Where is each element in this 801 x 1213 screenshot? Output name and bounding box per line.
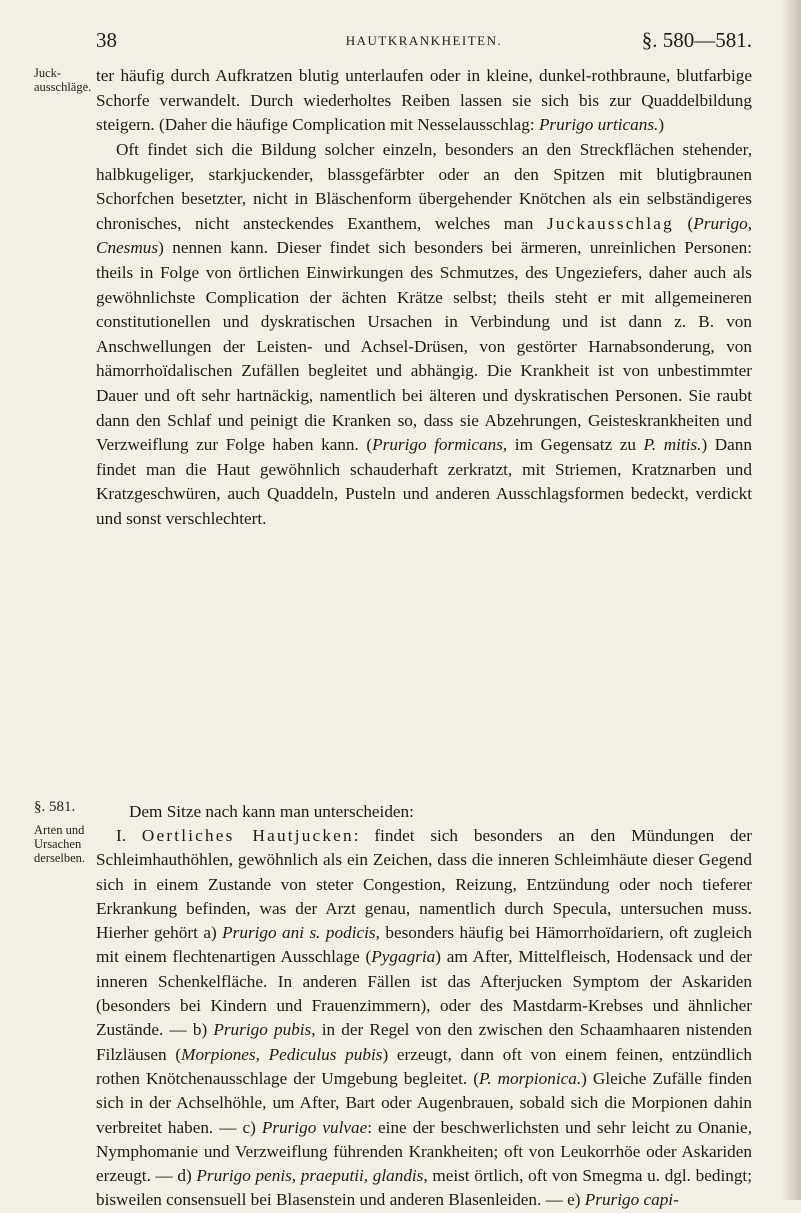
latin-term: Pygagria <box>371 947 436 967</box>
text-run: , besonders häufig bei Hämorrhoïdariern, oft zugleich mit einem flechtenartigen Ausschlage ( <box>96 923 753 967</box>
spaced-term: Oertliches Hautjucken <box>141 826 354 845</box>
text-run: Oft findet sich die Bildung solcher einzeln, besonders an den Streckflächen stehender, halbkugeliger, starkjuckender, blassgefärbter oder an den Spitzen mit blutigbraunen Schorfchen besetzter, nicht in Bläschenform übergehender Knötchen als ein selbständigeres chronisches, nicht ansteckendes Exanthem, welches man <box>96 140 752 233</box>
text-run: ( <box>673 213 694 233</box>
latin-term: Prurigo pubis <box>213 1020 312 1040</box>
paragraph-juckausschlag <box>96 138 752 532</box>
latin-term: Cnesmus <box>96 238 159 258</box>
text-run: ) nennen kann. Dieser findet sich besonders bei ärmeren, unreinlichen Personen: theils in Folge von örtlichen Einwirkungen des Schmutzes, des Ungeziefers, daher auch als gewöhnlichste Complication der ächten Krätze selbst; theils steht er mit allgemeineren constitutionellen und dyskratischen Ursachen in Verbindung und ist dann z. B. von Anschwellungen der Leisten- und Achsel-Drüsen, von gestörter Harnabsonderung, von hämorrhoïdalischen Zufällen begleitet und abhängig. Die Krankheit ist von unbestimmter Dauer und oft sehr hartnäckig, namentlich bei älteren und dyskratischen Personen. Sie raubt dann den Schlaf und peinigt die Kranken so, dass sie Abzehrungen, Geisteskrankheiten und Verzweiflung zur Folge haben kann. ( <box>96 238 752 455</box>
margin-section-number: §. 581. <box>34 799 76 815</box>
text-run: : findet sich besonders an den Mündungen der Schleimhauthöhlen, gewöhnlich als ein Zeichen, dass die inneren Schleimhäute dieser Gegend sich in einem Zustande von steter Congestion, Reizung, Entzündung oder noch tieferer Erkrankung befinden, was der Arzt genau, namentlich durch Specula, untersuchen muss. Hierher gehört a) <box>96 826 752 943</box>
latin-term: Prurigo ani s. podicis <box>222 923 376 943</box>
text-run: , in der Regel von den zwischen den Schaamhaaren nistenden Filzläusen ( <box>96 1020 752 1064</box>
spaced-term: Juckausschlag <box>547 213 674 233</box>
latin-term: Prurigo <box>693 213 748 233</box>
section-range: §. 580—581. <box>641 28 752 52</box>
latin-term: Prurigo formicans <box>372 435 503 455</box>
latin-term: P. morpionica. <box>478 1068 582 1088</box>
paragraph-oertliches-hautjucken <box>96 824 752 1213</box>
text-run: , im Gegensatz zu <box>502 435 644 455</box>
latin-term: Prurigo vulvae <box>261 1117 368 1137</box>
latin-term: Prurigo capi- <box>584 1190 679 1210</box>
page-number: 38 <box>96 28 117 52</box>
paragraph-section-581-intro: Dem Sitze nach kann man unterscheiden: <box>129 802 414 821</box>
text-run: ) am After, Mittelfleisch, Hodensack und der inneren Schenkelfläche. In anderen Fällen ist das Afterjucken Symptom der Askariden (besonders bei Kindern und Frauenzimmern), oder des Mastdarm-Krebses und ähnlicher Zustände. — b) <box>96 947 752 1040</box>
latin-term: Prurigo penis, praeputii, glandis <box>196 1166 424 1186</box>
margin-note-arten-ursachen: Arten und Ursachen derselben. <box>34 823 86 865</box>
page-edge <box>783 0 801 1200</box>
latin-term: P. mitis. <box>643 435 702 455</box>
text-run: ) Dann findet man die Haut gewöhnlich schauderhaft zerkratzt, mit Striemen, Kratznarben und Kratzgeschwüren, auch Quaddeln, Pusteln und anderen Ausschlagsformen bedeckt, verdickt und sonst verschlechtert. <box>96 435 752 528</box>
latin-term: Morpiones, Pediculus pubis <box>181 1044 383 1064</box>
text-run: ter häufig durch Aufkratzen blutig unterlaufen oder in kleine, dunkel-rothbraune, blutfarbige Schorfe verwandelt. Durch wiederholtes Reiben lassen sie sich bis zur Quaddelbildung steigern. (Daher die häufige Complication mit Nesselausschlag: <box>96 66 752 135</box>
text-run: ) Gleiche Zufälle finden sich in der Achselhöhle, um After, Bart oder Augenbrauen, sobald sich die Morpionen dahin verbreitet haben. — c) <box>96 1068 753 1137</box>
text-run: , meist örtlich, oft von Smegma u. dgl. bedingt; bisweilen consensuell bei Blasenstein und anderen Blasenleiden. — e) <box>96 1166 752 1210</box>
paragraph-continuation <box>96 64 752 138</box>
text-run: I. <box>116 826 142 845</box>
text-run: ) erzeugt, dann oft von einem feinen, entzündlich rothen Knötchenausschlage der Umgebung begleitet. ( <box>96 1044 753 1088</box>
text-run: : eine der beschwerlichsten und sehr leicht zu Onanie, Nymphomanie und Verzweiflung führenden Krankheiten; oft von Leukorrhöe oder Askariden erzeugt. — d) <box>96 1117 752 1186</box>
latin-term: Prurigo urticans. <box>538 115 659 135</box>
running-title: HAUTKRANKHEITEN. <box>345 33 503 48</box>
running-header <box>96 28 752 58</box>
margin-note-juckausschlaege: Juck-ausschläge. <box>34 66 92 94</box>
text-run: ) <box>658 115 665 135</box>
text-run: , <box>747 213 752 233</box>
